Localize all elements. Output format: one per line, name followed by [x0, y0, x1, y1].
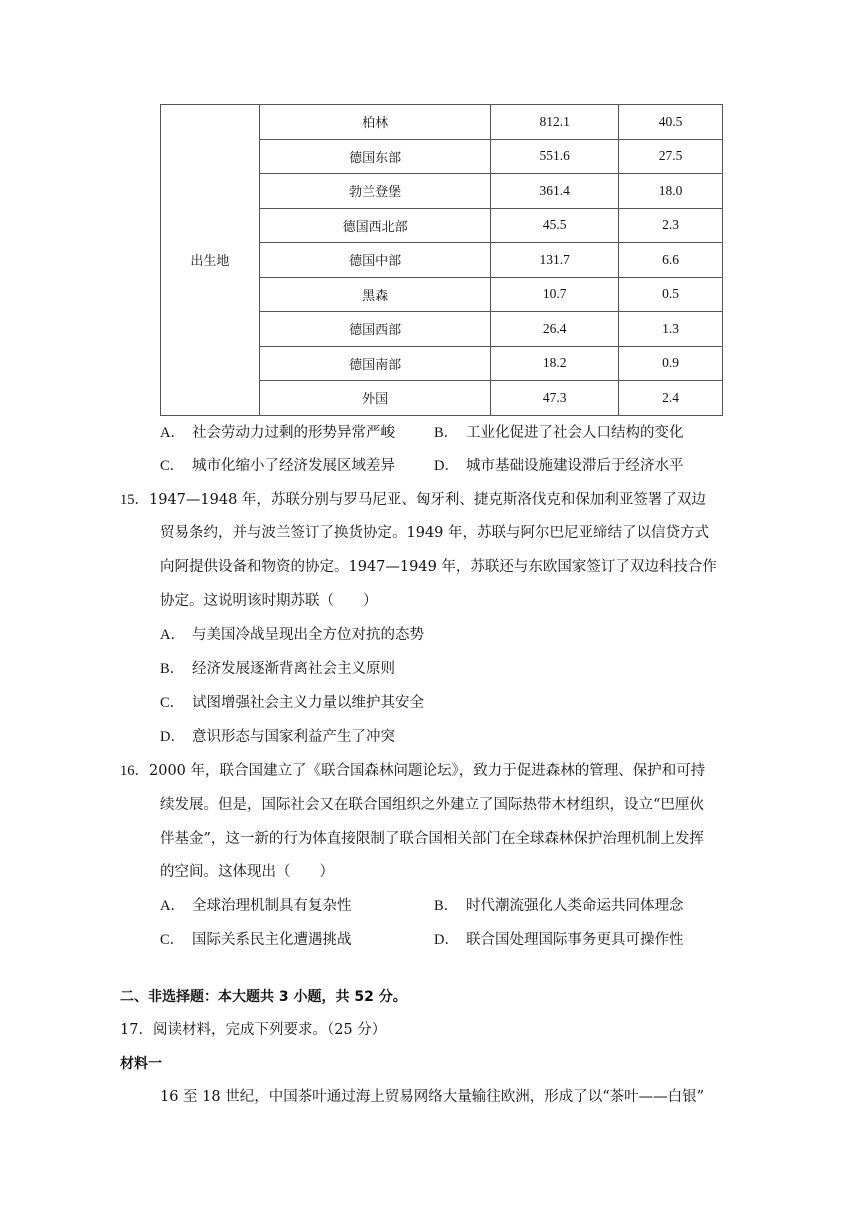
place-cell: 黑森	[259, 277, 491, 312]
q16-option-d[interactable]	[434, 931, 684, 949]
value-cell: 47.3	[491, 381, 619, 416]
place-cell: 德国中部	[259, 243, 491, 278]
option-letter: A．	[160, 627, 185, 643]
value-cell: 10.7	[491, 277, 619, 312]
q16-line-1	[120, 762, 705, 780]
q14-option-d[interactable]	[434, 457, 684, 475]
option-letter: B．	[434, 425, 459, 441]
option-letter: D．	[434, 458, 459, 474]
place-cell: 德国西部	[259, 312, 491, 347]
q15-line-2: 贸易条约，并与波兰签订了换货协定。1949 年，苏联与阿尔巴尼亚缔结了以信贷方式	[160, 525, 710, 541]
q15-option-a[interactable]	[160, 626, 424, 644]
q17-intro: 17．阅读材料，完成下列要求。（25 分）	[120, 1022, 387, 1038]
q16-line-4: 的空间。这体现出（ ）	[160, 864, 334, 880]
q16-line-3: 伴基金”，这一新的行为体直接限制了联合国相关部门在全球森林保护治理机制上发挥	[160, 831, 704, 847]
percent-cell: 18.0	[619, 174, 723, 209]
q16-option-b[interactable]	[434, 897, 684, 915]
q14-option-c[interactable]	[160, 457, 395, 475]
q14-option-b[interactable]	[434, 424, 684, 442]
question-number: 16．	[120, 763, 149, 779]
option-letter: C．	[160, 932, 185, 948]
section-heading: 二、非选择题：本大题共 3 小题，共 52 分。	[120, 989, 407, 1005]
percent-cell: 40.5	[619, 105, 723, 140]
option-letter: D．	[434, 932, 459, 948]
percent-cell: 0.5	[619, 277, 723, 312]
q14-option-a[interactable]	[160, 424, 395, 442]
value-cell: 45.5	[491, 208, 619, 243]
value-cell: 26.4	[491, 312, 619, 347]
q15-line-1	[120, 491, 706, 509]
value-cell: 131.7	[491, 243, 619, 278]
place-cell: 外国	[259, 381, 491, 416]
value-cell: 18.2	[491, 346, 619, 381]
q15-line-3: 向阿提供设备和物资的协定。1947—1949 年，苏联还与东欧国家签订了双边科技合作	[160, 559, 717, 575]
percent-cell: 2.3	[619, 208, 723, 243]
option-letter: B．	[434, 898, 459, 914]
option-text: 城市化缩小了经济发展区域差异	[192, 458, 395, 474]
q16-option-a[interactable]	[160, 897, 352, 915]
q15-option-b[interactable]	[160, 660, 395, 678]
percent-cell: 27.5	[619, 139, 723, 174]
place-cell: 德国东部	[259, 139, 491, 174]
table-row	[161, 105, 723, 140]
option-text: 城市基础设施建设滞后于经济水平	[466, 458, 684, 474]
q16-line-2: 续发展。但是，国际社会又在联合国组织之外建立了国际热带木材组织，设立“巴厘伙	[160, 797, 704, 813]
place-cell: 德国南部	[259, 346, 491, 381]
percent-cell: 1.3	[619, 312, 723, 347]
option-letter: A．	[160, 425, 185, 441]
material-title: 材料一	[120, 1056, 162, 1072]
q15-option-c[interactable]	[160, 694, 424, 712]
place-cell: 勃兰登堡	[259, 174, 491, 209]
option-text: 联合国处理国际事务更具可操作性	[466, 932, 684, 948]
percent-cell: 6.6	[619, 243, 723, 278]
material-line: 16 至 18 世纪，中国茶叶通过海上贸易网络大量输往欧洲，形成了以“茶叶——白银”	[160, 1089, 705, 1105]
option-letter: D．	[160, 729, 185, 745]
value-cell: 812.1	[491, 105, 619, 140]
question-number: 15．	[120, 492, 149, 508]
q15-option-d[interactable]	[160, 728, 395, 746]
row-group-label: 出生地	[161, 105, 260, 416]
option-text: 与美国冷战呈现出全方位对抗的态势	[192, 627, 424, 643]
percent-cell: 2.4	[619, 381, 723, 416]
option-text: 工业化促进了社会人口结构的变化	[466, 425, 684, 441]
place-cell: 德国西北部	[259, 208, 491, 243]
place-cell: 柏林	[259, 105, 491, 140]
option-letter: C．	[160, 458, 185, 474]
option-text: 时代潮流强化人类命运共同体理念	[466, 898, 684, 914]
option-letter: B．	[160, 661, 185, 677]
percent-cell: 0.9	[619, 346, 723, 381]
value-cell: 551.6	[491, 139, 619, 174]
option-text: 意识形态与国家利益产生了冲突	[192, 729, 395, 745]
option-text: 全球治理机制具有复杂性	[192, 898, 352, 914]
option-text: 试图增强社会主义力量以维护其安全	[192, 695, 424, 711]
value-cell: 361.4	[491, 174, 619, 209]
option-text: 经济发展逐渐背离社会主义原则	[192, 661, 395, 677]
q16-option-c[interactable]	[160, 931, 352, 949]
option-letter: A．	[160, 898, 185, 914]
option-text: 国际关系民主化遭遇挑战	[192, 932, 352, 948]
option-text: 社会劳动力过剩的形势异常严峻	[192, 425, 395, 441]
birthplace-table	[160, 104, 723, 416]
q15-line-4: 协定。这说明该时期苏联（ ）	[160, 593, 378, 609]
question-text: 1947—1948 年，苏联分别与罗马尼亚、匈牙利、捷克斯洛伐克和保加利亚签署了双边	[149, 492, 706, 508]
question-text: 2000 年，联合国建立了《联合国森林问题论坛》，致力于促进森林的管理、保护和可持	[149, 763, 706, 779]
option-letter: C．	[160, 695, 185, 711]
